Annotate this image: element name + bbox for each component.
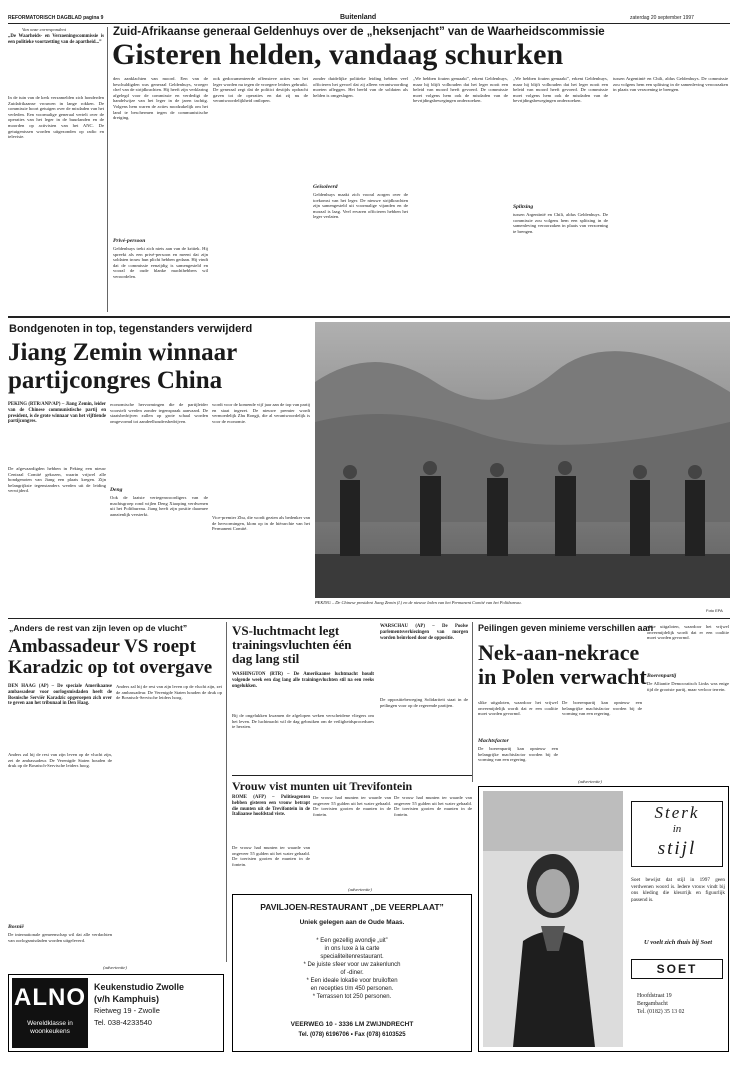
vs-body: Bij de ongelukken kwamen de afgelopen weken verscheidene vliegers om het leven. De luchtmacht wil de dag gebruiken om de veiligheidsprocedures te herzien. — [232, 713, 374, 730]
main-body-7b: tussen Argentinië en Chili, aldus Geldenhuys. De commissie zou volgens hem een splitsing in de samenleving veroorzaken in plaats van verzoening te brengen. — [513, 212, 608, 234]
paviljoen-line-8: * Terrassen tot 250 personen. — [312, 994, 392, 1000]
header-section: Buitenland — [340, 14, 377, 21]
paviljoen-title: PAVILJOEN-RESTAURANT „DE VEERPLAAT” — [260, 902, 444, 912]
tv-lead: „De Waarheids- en Verzoeningscommissie is een politieke voortzetting van de apartheid...” — [8, 34, 104, 45]
china-title: Jiang Zemin winnaar partijcongres China — [8, 339, 237, 394]
soet-title-2: in — [672, 823, 682, 835]
main-subhead-3: Splitsing — [513, 204, 534, 210]
china-photo-credit: Foto EPA — [706, 608, 723, 613]
poland-kicker: Peilingen geven minieme verschillen aan — [478, 623, 654, 633]
paviljoen-line-6: * Een ideale lokatie voor bruiloften — [306, 978, 398, 984]
soet-address — [637, 992, 684, 1016]
soet-address-2: Bergambacht — [637, 1001, 668, 1007]
poland-body-4: slike uitgaloten, waardoor het vrijwel onvermijdelijk wordt dat er een coalitie moet worden gevormd. — [647, 624, 729, 641]
alno-line-4: Tel. 038-4233540 — [94, 1018, 152, 1027]
main-body-6b: „We hebben fouten gemaakt”, erkent Geldenhuys, maar hij blijft volhouden dat het leger nooit een beleid van moord heeft gevoerd. De commissie moet volgens hem ook de misdaden van de bevrijdingsbewegingen onderzoeken. — [513, 76, 608, 104]
china-body-3: Ook de laatste vertegenwoordigers van de machtsgroep rond wijlen Deng Xiaoping verdwenen uit het Politbureau. Jiang heeft zijn positie daarmee aanzienlijk versterkt. — [110, 495, 208, 517]
section-rule-1 — [8, 316, 730, 318]
china-lead: PEKING (RTR/ANP/AP) – Jiang Zemin, leider van de Chinese communistische partij en president, is de grote winnaar van het vijftiende partijcongres. — [8, 402, 106, 425]
main-body-6: „We hebben fouten gemaakt”, erkent Geldenhuys, maar hij blijft volhouden dat het leger nooit een beleid van moord heeft gevoerd. De commissie moet volgens hem ook de misdaden van de bevrijdingsbewegingen onderzoeken. — [413, 76, 508, 104]
paviljoen-line-4: * De juiste sfeer voor uw zakenlunch — [303, 962, 401, 968]
karadzic-kicker: „Anders de rest van zijn leven op de vlucht” — [9, 623, 188, 633]
paviljoen-line-2: in ons luxe à la carte — [324, 946, 380, 952]
soet-ad[interactable] — [478, 786, 729, 1052]
china-body-1: De afgevaardigden hebben in Peking een nieuw Centraal Comité gekozen, waarin vrijwel alle bondgenoten van Jiang een plaats kregen. Zijn belangrijkste tegenstanders werden uit de leiding verwijderd. — [8, 466, 106, 494]
section-rule-3 — [232, 775, 472, 776]
china-body-5: Vice-premier Zhu, die wordt gezien als bedenker van de hervormingen, klom op in de hiërarchie van het Permanent Comité. — [212, 515, 310, 532]
china-body-4: wordt voor de komende vijf jaar aan de top van partij en staat ingezet. De nieuwe premier wordt vermoedelijk Zhu Rongji, die al verantwoordelijk is voor de economie. — [212, 402, 310, 424]
main-kicker: Zuid-Afrikaanse generaal Geldenhuys over de „heksenjacht” van de Waarheidscommissie — [113, 26, 605, 38]
main-title: Gisteren helden, vandaag schurken — [112, 38, 564, 71]
tv-byline: Van onze correspondent — [22, 27, 66, 32]
poland-body-1: slike uitgaloten, waardoor het vrijwel onvermijdelijk wordt dat er een coalitie moet worden gevormd. — [478, 700, 558, 717]
china-photo-image — [315, 322, 730, 598]
poland-body-5: De Alliantie Democratisch Links was enige tijd de grootste partij, maar verloor terrein. — [647, 681, 729, 692]
vrouw-body-2: De vrouw had munten ter waarde van ongeveer 55 gulden uit het water gehaald. De toeristen gooien de munten in de fontein. — [313, 795, 391, 817]
alno-logo: ALNO — [14, 984, 86, 1011]
vrouw-body-3: De vrouw had munten ter waarde van ongeveer 55 gulden uit het water gehaald. De toeristen gooien de munten in de fontein. — [394, 795, 472, 817]
italy-lead: WARSCHAU (AP) – De Poolse parlementsverkiezingen van morgen worden beïnvloed door de oppositie. — [380, 624, 468, 641]
ad-label-1: (advertentie) — [348, 887, 372, 892]
main-subhead-2: Geïsoleerd — [313, 184, 338, 190]
soet-title-box — [631, 801, 723, 867]
paviljoen-phone: Tel. (078) 6196706 • Fax (078) 6103525 — [298, 1032, 406, 1038]
column-divider — [107, 27, 108, 312]
header-rule — [8, 23, 730, 24]
alno-line-2: (v/h Kamphuis) — [94, 994, 160, 1004]
alno-logo-box — [12, 978, 88, 1048]
karadzic-body-3: Anders zal hij de rest van zijn leven op de vlucht zijn, zei de ambassadeur. De Verenigde Staten houden de druk op de Bosnisch-Servische leiders hoog. — [116, 684, 222, 701]
soet-logo: SOET — [631, 959, 723, 979]
main-body-3: ook gedocumenteerde offensieve acties van het leger worden nu tegen de vroegere leiders gebruikt. De generaal zegt dat de politici destijds opdracht gaven tot de operaties en dat zij nu de verantwoordelijkheid ontlopen. — [213, 76, 308, 104]
alno-text — [94, 981, 184, 1029]
paviljoen-line-5: of -diner. — [340, 970, 364, 976]
main-body-7: tussen Argentinië en Chili, aldus Geldenhuys. De commissie zou volgens hem een splitsing in de samenleving veroorzaken in plaats van verzoening te brengen. — [613, 76, 728, 93]
ad-label-3: (advertentie) — [103, 965, 127, 970]
paviljoen-sub: Uniek gelegen aan de Oude Maas. — [299, 919, 405, 926]
alno-line-1: Keukenstudio Zwolle — [94, 982, 185, 992]
paviljoen-list — [233, 937, 471, 1001]
tv-body: In de tuin van de kerk verzamelden zich honderden Zuidafrikaanse vrouwen in lange rokken. De commissie hoort getuigen over de misdaden van het verleden. Een voormalige generaal vertelt over de operaties van het leger in de buurlanden en de moorden op activisten van het ANC. De getuigenissen worden uitgezonden op radio en televisie. — [8, 95, 104, 140]
soet-body: Soet bewijst dat stijl in 1997 geen verdwenen woord is. Iedere vrouw vindt bij ons kleding die kleurrijk en figuurlijk passend is. — [631, 877, 725, 903]
vrouw-body-1: De vrouw had munten ter waarde van ongeveer 55 gulden uit het water gehaald. De toeristen gooien de munten in de fontein. — [232, 845, 310, 867]
karadzic-body-1: Anders zal hij de rest van zijn leven op de vlucht zijn, zei de ambassadeur. De Verenigde Staten houden de druk op de Bosnisch-Servische leiders hoog. — [8, 752, 112, 769]
italy-body: De oppositiebeweging Solidariteit staat in de peilingen voor op de regerende partijen. — [380, 697, 468, 708]
soet-address-3: Tel. (0182) 35 13 02 — [637, 1009, 685, 1015]
header-date: zaterdag 20 september 1997 — [630, 15, 694, 21]
soet-title-1: Sterk — [654, 803, 700, 822]
poland-body-3: De boerenpartij kan opnieuw een belangrijke machtsfactor worden bij de vorming van een regering. — [562, 700, 642, 717]
vs-lead: WASHINGTON (RTR) – De Amerikaanse luchtmacht houdt volgende week een dag lang alle trainingsvluchten stil na een reeks ongelukken. — [232, 672, 374, 689]
karadzic-lead: DEN HAAG (AP) – De speciale Amerikaanse ambassadeur voor oorlogsmisdaden heeft de Bosnische Serviër Karadzic opgeroepen zich over te geven aan het tribunaal in Den Haag. — [8, 684, 112, 707]
karadzic-title: Ambassadeur VS roept Karadzic op tot overgave — [8, 636, 213, 678]
poland-subhead-2: Boerenpartij — [647, 673, 677, 679]
soet-photo — [483, 791, 623, 1047]
alno-ad[interactable] — [8, 974, 224, 1052]
main-body-1: den aanklachten van moord. Een van de beschuldigden was generaal Geldenhuys, vroeger chef van de strijdkrachten. Hij heeft zijn verklaring afgelegd voor de commissie en verdedigt de handelwijze van het leger in de jaren tachtig. Volgens hem waren de acties noodzakelijk om het land te beschermen tegen de communistische dreiging. — [113, 76, 208, 121]
main-body-4: zonder duidelijke politieke leiding hebben veel officieren het gevoel dat zij alleen verantwoording moeten afleggen. Het beeld van de soldaten als helden is omgeslagen. — [313, 76, 408, 98]
soet-title-3: stijl — [657, 838, 697, 859]
china-photo — [315, 322, 730, 598]
china-body-2: economische hervormingen die de partijleider voorstelt werden zonder tegenspraak aanvaard. De staatsbedrijven zullen op grote schaal worden omgevormd tot aandeelhoudersbedrijven. — [110, 402, 208, 424]
soet-photo-image — [483, 791, 623, 1047]
karadzic-body-2: De internationale gemeenschap wil dat alle verdachten van oorlogsmisdaden worden uitgeleverd. — [8, 932, 112, 943]
ad-label-2: (advertentie) — [578, 779, 602, 784]
section-rule-2 — [8, 618, 730, 619]
paviljoen-ad[interactable] — [232, 894, 472, 1052]
main-body-5: Geldenhuys maakt zich vooral zorgen over de toekomst van het leger. De nieuwe strijdkrachten zijn samengesteld uit voormalige vijanden en de moraal is laag. Veel ervaren officieren hebben het leger verlaten. — [313, 192, 408, 220]
soet-slogan: U voelt zich thuis bij Soet — [643, 939, 713, 946]
main-subhead-1: Privé-persoon — [113, 238, 146, 244]
poland-body-2: De boerenpartij kan opnieuw een belangrijke machtsfactor worden bij de vorming van een regering. — [478, 746, 558, 763]
header-paper-name: REFORMATORISCH DAGBLAD pagina 9 — [8, 15, 104, 21]
alno-line-3: Rietweg 19 - Zwolle — [94, 1006, 160, 1015]
paviljoen-line-3: specialiteitenrestaurant. — [320, 954, 384, 960]
china-kicker: Bondgenoten in top, tegenstanders verwijderd — [9, 323, 253, 335]
poland-title: Nek-aan-nekrace in Polen verwacht — [478, 640, 647, 689]
column-divider-2 — [226, 622, 227, 962]
vrouw-title: Vrouw vist munten uit Trevifontein — [232, 779, 413, 793]
paviljoen-line-7: en recepties t/m 450 personen. — [310, 986, 394, 992]
vs-title: VS-luchtmacht legt trainingsvluchten één dag lang stil — [232, 623, 352, 666]
column-divider-3 — [472, 622, 473, 782]
paviljoen-line-1: * Een gezellig avondje „uit” — [316, 938, 388, 944]
soet-address-1: Hoofdstraat 19 — [637, 993, 672, 999]
poland-subhead-1: Machtsfactor — [478, 738, 509, 744]
vrouw-lead: ROME (AFP) – Politieagenten hebben gisteren een vrouw betrapt die munten uit de Trevifontein in de Italiaanse hoofdstad viste. — [232, 795, 310, 818]
alno-tagline: Wereldklasse in woonkeukens — [27, 1020, 73, 1035]
china-subhead-1: Deng — [110, 487, 123, 493]
paviljoen-address: VEERWEG 10 - 3336 LM ZWIJNDRECHT — [290, 1021, 414, 1028]
main-body-2: Geldenhuys trekt zich niets aan van de kritiek. Hij spreekt als een privé-persoon en meent dat zijn soldaten trouw hun plicht hebben gedaan. Hij vindt dat de commissie eenzijdig is samengesteld en vooral de oude blanke machthebbers wil veroordelen. — [113, 246, 208, 279]
karadzic-subhead: Bosnië — [8, 924, 24, 930]
china-photo-caption: PEKING – De Chinese president Jiang Zemin (l.) en de nieuwe leden van het Permanent Comité van het Politbureau. — [315, 600, 522, 605]
